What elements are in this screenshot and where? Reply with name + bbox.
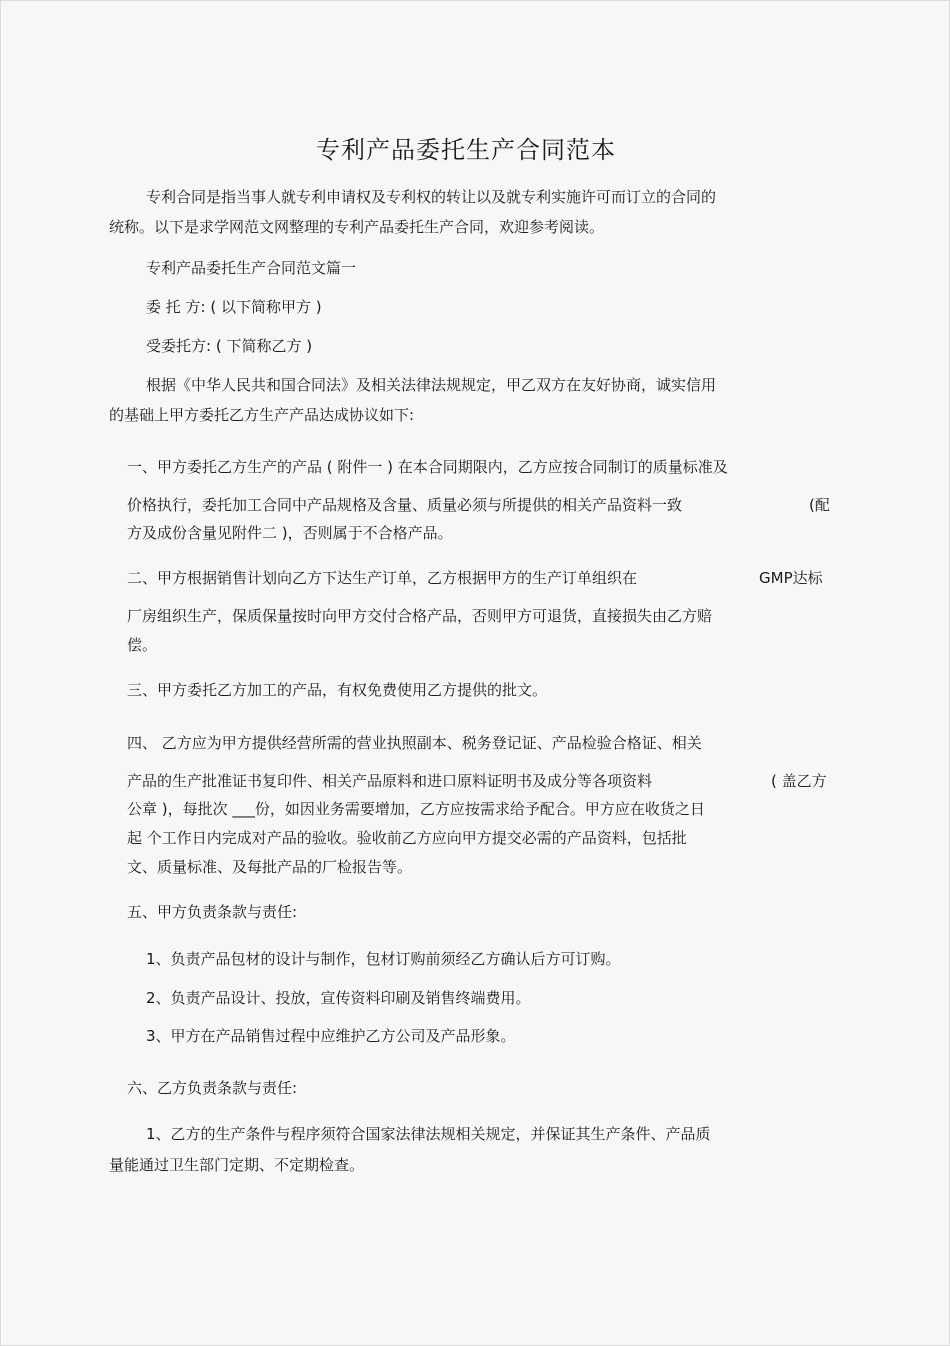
clause-2-line-3: 偿。 <box>127 636 158 654</box>
clause-4-line-3: 公章 )，每批次 ___份，如因业务需要增加，乙方应按需求给予配合。甲方应在收货之日 <box>127 800 705 818</box>
clause-4-line-2: 产品的生产批准证书复印件、相关产品原料和进口原料证明书及成分等各项资料 <box>127 772 653 790</box>
clause-1-line-1: 一、甲方委托乙方生产的产品 ( 附件一 ) 在本合同期限内，乙方应按合同制订的质量标准及 <box>127 458 728 476</box>
clause-2-line-1-end: GMP达标 <box>759 569 823 587</box>
clause-4-line-5: 文、质量标准、及每批产品的厂检报告等。 <box>127 858 413 876</box>
clause-1-line-2: 价格执行，委托加工合同中产品规格及含量、质量必须与所提供的相关产品资料一致 <box>127 496 683 514</box>
intro-line-2: 统称。以下是求学网范文网整理的专利产品委托生产合同，欢迎参考阅读。 <box>109 218 605 236</box>
clause-5-heading: 五、甲方负责条款与责任: <box>127 903 298 921</box>
preamble-line-1: 根据《中华人民共和国合同法》及相关法律法规规定，甲乙双方在友好协商，诚实信用 <box>146 376 717 394</box>
clause-5-item-3: 3、甲方在产品销售过程中应维护乙方公司及产品形象。 <box>146 1027 516 1045</box>
clause-3: 三、甲方委托乙方加工的产品，有权免费使用乙方提供的批文。 <box>127 681 548 699</box>
intro-line-1: 专利合同是指当事人就专利申请权及专利权的转让以及就专利实施许可而订立的合同的 <box>146 188 717 206</box>
clause-6-item-1-line-2: 量能通过卫生部门定期、不定期检查。 <box>109 1156 365 1174</box>
clause-4-line-2-end: ( 盖乙方 <box>771 772 827 790</box>
clause-1-line-2-end: (配 <box>809 496 830 514</box>
preamble-line-2: 的基础上甲方委托乙方生产产品达成协议如下: <box>109 406 415 424</box>
clause-6-item-1-line-1: 1、乙方的生产条件与程序须符合国家法律法规相关规定，并保证其生产条件、产品质 <box>146 1125 711 1143</box>
party-b-line: 受委托方: ( 下简称乙方 ) <box>146 337 313 355</box>
clause-4-line-1: 四、 乙方应为甲方提供经营所需的营业执照副本、税务登记证、产品检验合格证、相关 <box>127 734 702 752</box>
party-a-line: 委 托 方: ( 以下简称甲方 ) <box>146 298 322 316</box>
clause-1-line-3: 方及成份含量见附件二 )，否则属于不合格产品。 <box>127 524 453 542</box>
clause-5-item-1: 1、负责产品包材的设计与制作，包材订购前须经乙方确认后方可订购。 <box>146 950 621 968</box>
clause-2-line-1: 二、甲方根据销售计划向乙方下达生产订单，乙方根据甲方的生产订单组织在 <box>127 569 638 587</box>
clause-2-line-2: 厂房组织生产，保质保量按时向甲方交付合格产品，否则甲方可退货，直接损失由乙方赔 <box>127 607 713 625</box>
clause-4-line-4: 起 个工作日内完成对产品的验收。验收前乙方应向甲方提交必需的产品资料，包括批 <box>127 829 687 847</box>
document-title: 专利产品委托生产合同范本 <box>316 136 616 164</box>
clause-5-item-2: 2、负责产品设计、投放，宣传资料印刷及销售终端费用。 <box>146 989 531 1007</box>
sample-heading: 专利产品委托生产合同范文篇一 <box>146 259 357 277</box>
clause-6-heading: 六、乙方负责条款与责任: <box>127 1079 298 1097</box>
